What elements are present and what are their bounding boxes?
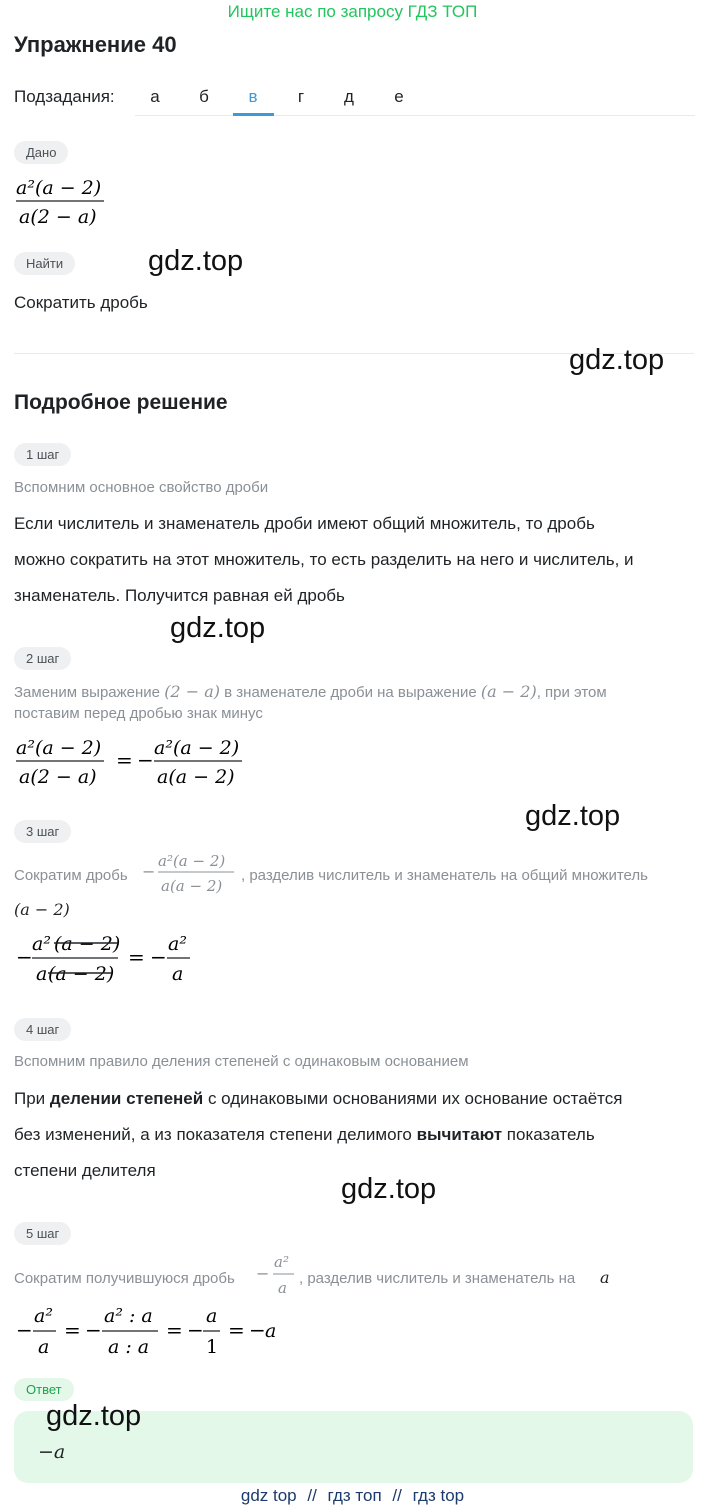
step-3-num-b: (a − 2) (54, 933, 121, 955)
minus-sign: − (256, 1264, 270, 1283)
find-text: Сократить дробь (14, 293, 148, 312)
step-5-f1-num: a² (34, 1305, 53, 1327)
step-2-equation (14, 731, 254, 793)
step-2-num-1: a²(a − 2) (16, 737, 102, 759)
minus-sign: − (85, 1318, 102, 1342)
step-4-chip: 4 шаг (14, 1018, 71, 1041)
step-4-text-part: без изменений, а из показателя степени делимого (14, 1125, 417, 1144)
watermark: gdz.top (170, 612, 266, 644)
step-4-hint: Вспомним правило деления степеней с одинаковым основанием (14, 1053, 469, 1070)
find-chip: Найти (14, 252, 75, 275)
footer-links (0, 1486, 705, 1506)
step-3-chip: 3 шаг (14, 820, 71, 843)
step-5-f3-num: a (206, 1305, 218, 1327)
step-2-den-2: a(a − 2) (157, 766, 235, 788)
watermark: gdz.top (46, 1400, 142, 1432)
step-5-f2-den: a : a (108, 1336, 150, 1358)
step-1-line: можно сократить на этот множитель, то есть разделить на него и числитель, и (14, 550, 634, 569)
subtasks-label: Подзадания: (14, 87, 115, 106)
step-5-hint-var: a (600, 1268, 610, 1287)
step-4-text-part: При (14, 1089, 50, 1108)
tab-d[interactable]: д (344, 87, 354, 106)
step-5-result: a (265, 1320, 277, 1342)
step-4-bold-term: вычитают (416, 1125, 503, 1144)
step-4-bold-term: делении степеней (49, 1089, 204, 1108)
step-3-result-num: a² (168, 933, 187, 955)
step-5-f1-den: a (38, 1336, 50, 1358)
step-3-hint-line2: (a − 2) (14, 900, 70, 919)
step-1-text (14, 506, 704, 614)
footer-link[interactable]: гдз топ (327, 1486, 382, 1505)
given-numerator: a²(a − 2) (16, 177, 102, 199)
tab-e[interactable]: е (394, 87, 404, 106)
footer-link[interactable]: гдз top (412, 1486, 465, 1505)
footer-separator: // (307, 1486, 317, 1505)
minus-sign: − (137, 748, 154, 772)
step-2-hint-line2: поставим перед дробью знак минус (14, 705, 263, 722)
step-5-chip: 5 шаг (14, 1222, 71, 1245)
step-5-f3-den: 1 (206, 1336, 219, 1358)
minus-sign: − (187, 1318, 204, 1342)
minus-sign: − (142, 862, 156, 881)
step-5-frac-num: a² (274, 1253, 289, 1271)
watermark: gdz.top (525, 800, 621, 832)
step-5-hint-b: , разделив числитель и знаменатель на (299, 1270, 576, 1287)
given-chip: Дано (14, 141, 68, 164)
watermark: gdz.top (148, 245, 244, 277)
step-2-expr-a: (2 − a) (164, 682, 220, 701)
step-5-inline-fraction (254, 1250, 300, 1300)
step-4-text-part: с одинаковыми основаниями их основание остаётся (203, 1089, 623, 1108)
step-3-hint-a: Сократим дробь (14, 867, 128, 884)
step-1-hint: Вспомним основное свойство дроби (14, 479, 269, 496)
step-2-chip: 2 шаг (14, 647, 71, 670)
tab-b[interactable]: б (199, 87, 209, 106)
step-1-chip: 1 шаг (14, 443, 71, 466)
step-1-line: знаменатель. Получится равная ей дробь (14, 586, 345, 605)
step-2-den-1: a(2 − a) (19, 766, 97, 788)
step-2-expr-b: (a − 2) (480, 682, 537, 701)
minus-sign: − (16, 1318, 33, 1342)
given-fraction (14, 170, 124, 232)
step-3-den-b: (a − 2) (48, 963, 115, 985)
answer-variable: a (53, 1441, 66, 1463)
step-5-frac-den: a (278, 1279, 287, 1297)
footer-separator: // (392, 1486, 402, 1505)
solution-title: Подробное решение (14, 391, 228, 414)
step-3-num-a: a² (32, 933, 51, 955)
minus-sign: − (249, 1318, 266, 1342)
equals-sign: = (228, 1318, 245, 1342)
step-2-hint (14, 682, 704, 722)
footer-link[interactable]: gdz top (240, 1486, 297, 1505)
page-title: Упражнение 40 (14, 32, 177, 57)
equals-sign: = (116, 748, 133, 772)
minus-sign: − (16, 945, 33, 969)
tabs-divider (135, 115, 695, 116)
step-3-den-a: a (36, 963, 48, 985)
step-5-hint-a: Сократим получившуюся дробь (14, 1270, 235, 1287)
step-2-hint-c: , при этом (536, 684, 607, 701)
step-3-inline-fraction (140, 848, 244, 898)
tab-g[interactable]: г (297, 87, 305, 106)
equals-sign: = (128, 945, 145, 969)
minus-sign: − (150, 945, 167, 969)
step-5-f2-num: a² : a (104, 1305, 153, 1327)
given-denominator: a(2 − a) (19, 206, 97, 228)
step-3-frac-num: a²(a − 2) (158, 852, 226, 870)
equals-sign: = (64, 1318, 81, 1342)
step-4-text-part: степени делителя (14, 1161, 156, 1180)
tab-v[interactable]: в (248, 87, 258, 106)
step-3-hint-b: , разделив числитель и знаменатель на общий множитель (241, 867, 648, 884)
watermark: gdz.top (341, 1173, 437, 1205)
step-4-text-part: показатель (502, 1125, 595, 1144)
step-1-line: Если числитель и знаменатель дроби имеют общий множитель, то дробь (14, 514, 595, 533)
step-2-hint-b: в знаменателе дроби на выражение (224, 684, 477, 701)
step-3-equation (14, 928, 214, 990)
step-3-frac-den: a(a − 2) (161, 877, 223, 895)
top-banner: Ищите нас по запросу ГДЗ ТОП (227, 2, 478, 21)
tab-a[interactable]: а (150, 87, 160, 106)
step-2-hint-a: Заменим выражение (14, 684, 161, 701)
step-3-result-den: a (172, 963, 184, 985)
active-tab-indicator (233, 113, 274, 116)
step-5-equation (14, 1300, 304, 1362)
equals-sign: = (166, 1318, 183, 1342)
step-2-num-2: a²(a − 2) (154, 737, 240, 759)
answer-value: −a (38, 1441, 66, 1463)
answer-chip: Ответ (14, 1378, 74, 1401)
watermark: gdz.top (569, 344, 665, 376)
